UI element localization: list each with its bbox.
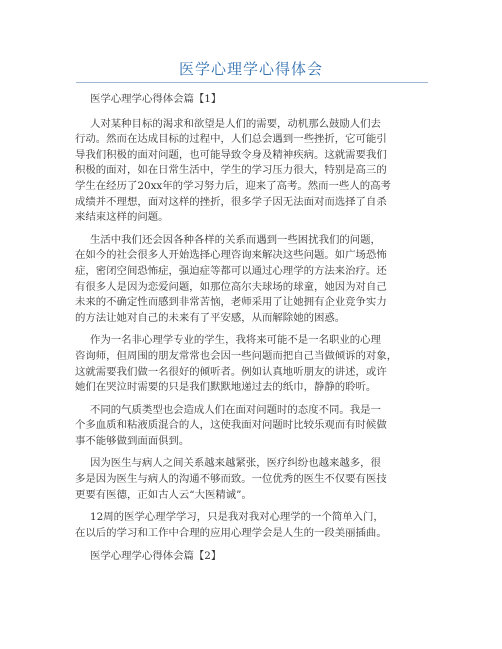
paragraph-line: 个多血质和粘液质混合的人，这使我面对问题时比较乐观而有时候做: [75, 419, 387, 432]
paragraph-line: 在如今的社会很多人开始选择心理咨询来解决这些问题。如广场恐怖: [75, 249, 387, 262]
paragraph-line: 有很多人是因为恋爱问题，如那位高尔夫球场的球童，她因为对自己: [75, 280, 387, 293]
paragraph-line: 来结束这样的问题。: [75, 211, 169, 224]
paragraph-line: 生活中我们还会因各种各样的关系而遇到一些困扰我们的问题，: [90, 233, 381, 246]
section-heading-1: 医学心理学心得体会篇【1】: [90, 93, 222, 105]
paragraph: [75, 510, 437, 541]
paragraph-line: 人对某种目标的渴求和欲望是人们的需要，动机那么鼓励人们去: [90, 117, 381, 130]
paragraph-line: 不同的气质类型也会造成人们在面对问题时的态度不同。我是一: [90, 403, 381, 416]
paragraph-line: 因为医生与病人之间关系越来越紧张，医疗纠纷也越来越多，很: [90, 457, 381, 470]
paragraph-line: 在以后的学习和工作中合理的应用心理学会是人生的一段美丽插曲。: [75, 526, 387, 539]
paragraph-line: 更要有医德，正如古人云“大医精诚”。: [75, 488, 252, 501]
paragraph-line: 积极的面对，如在日常生活中，学生的学习压力很大，特别是高三的: [75, 164, 387, 177]
paragraph-line: 她们在哭泣时需要的只是我们默默地递过去的纸巾，静静的聆听。: [75, 381, 377, 394]
paragraph: [75, 333, 437, 395]
paragraph-line: 导我们积极的面对问题，也可能导致令身及精神疾病。这就需要我们: [75, 148, 387, 161]
paragraph: [75, 403, 437, 450]
paragraph-line: 作为一名非心理学专业的学生，我将来可能不是一名职业的心理: [90, 334, 381, 347]
title-underline: [76, 82, 428, 83]
paragraph-line: 咨询师，但周围的朋友常常也会因一些问题而把自己当做倾诉的对象，: [75, 349, 398, 362]
document-body: [75, 92, 437, 574]
paragraph-line: 的方法让她对自己的未来有了平安感，从而解除她的困惑。: [75, 311, 346, 324]
paragraph-line: 事不能够做到面面俱到。: [75, 434, 190, 447]
paragraph: [75, 456, 437, 503]
paragraph: [75, 117, 437, 226]
document-title: 医学心理学心得体会: [178, 60, 323, 78]
paragraph: [75, 233, 437, 327]
paragraph-line: 行动。然而在达成目标的过程中，人们总会遇到一些挫折，它可能引: [75, 133, 387, 146]
section-heading-2: 医学心理学心得体会篇【2】: [90, 550, 222, 563]
paragraph-line: 12周的医学心理学学习，只是我对我对心理学的一个简单入门，: [90, 511, 384, 524]
paragraphs: [75, 117, 437, 542]
paragraph-line: 这就需要我们做一名很好的倾听者。例如认真地听朋友的讲述，或许: [75, 365, 387, 378]
paragraph-line: 未来的不确定性而感到非常苦恼，老师采用了让她拥有企业竞争实力: [75, 296, 387, 309]
paragraph-line: 多是因为医生与病人的沟通不够而致。一位优秀的医生不仅要有医技: [75, 473, 387, 486]
paragraph-line: 症，密闭空间恐怖症，强迫症等都可以通过心理学的方法来治疗。还: [75, 264, 387, 277]
paragraph-line: 学生在经历了20xx年的学习努力后，迎来了高考。然而一些人的高考: [75, 179, 391, 192]
paragraph-line: 成绩并不理想，面对这样的挫折，很多学子因无法面对而选择了自杀: [75, 195, 387, 208]
